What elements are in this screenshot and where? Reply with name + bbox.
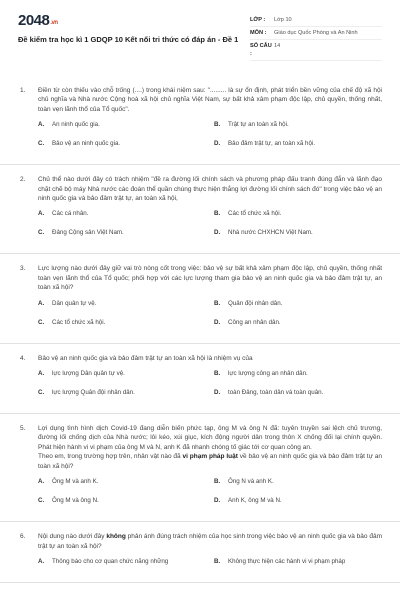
page-header xyxy=(0,0,400,66)
question-number: 3. xyxy=(20,265,26,273)
question-4 xyxy=(0,344,400,414)
meta-value: Giáo dục Quốc Phòng và An Ninh xyxy=(274,30,358,36)
question-text-emphasis: vi phạm pháp luật xyxy=(182,453,238,461)
option-letter: A. xyxy=(38,299,45,307)
option-text: Đảng Cộng sản Việt Nam. xyxy=(52,229,124,237)
option-text: Ông N và anh K. xyxy=(228,478,274,486)
option-text: Bảo đảm trật tự, an toàn xã hội. xyxy=(228,140,316,148)
site-logo[interactable] xyxy=(18,12,250,31)
option-text: Dân quân tự vệ. xyxy=(52,299,97,307)
question-text-part: phản ánh đúng trách nhiệm của học sinh trong việc bảo vệ an ninh quốc gia và bảo đảm trật tự an toàn xã hội? xyxy=(38,533,382,550)
answer-option-a[interactable] xyxy=(38,557,206,566)
option-letter: A. xyxy=(38,478,45,486)
answer-option-a[interactable] xyxy=(38,209,206,218)
meta-value: Lớp 10 xyxy=(274,17,292,23)
question-number: 2. xyxy=(20,176,26,184)
option-letter: C. xyxy=(38,389,45,397)
option-letter: A. xyxy=(38,121,45,129)
meta-label: LỚP : xyxy=(250,17,266,23)
document-title: Đề kiểm tra học kì 1 GDQP 10 Kết nối tri thức có đáp án - Đề 1 xyxy=(18,35,239,44)
answer-options xyxy=(38,120,382,158)
logo-main-text: 2048 xyxy=(18,12,50,29)
option-text: Anh K, ông M và N. xyxy=(228,497,282,505)
answer-option-b[interactable] xyxy=(214,120,382,129)
question-number: 5. xyxy=(20,425,26,433)
question-text xyxy=(38,424,382,471)
answer-option-b[interactable] xyxy=(214,477,382,486)
question-text-part: Nội dung nào dưới đây xyxy=(38,533,107,541)
option-text: Nhà nước CHXHCN Việt Nam. xyxy=(228,229,313,237)
option-letter: B. xyxy=(214,299,221,307)
question-text-part: về bảo vệ an ninh quốc gia và bảo đảm trật tự an toàn xã hội? xyxy=(38,453,382,470)
option-letter: C. xyxy=(38,497,45,505)
option-text: Công an nhân dân. xyxy=(228,318,281,326)
option-letter: D. xyxy=(214,318,221,326)
question-1 xyxy=(0,66,400,165)
question-number: 6. xyxy=(20,533,26,541)
answer-option-c[interactable] xyxy=(38,228,206,237)
answer-option-c[interactable] xyxy=(38,496,206,505)
answer-option-d[interactable] xyxy=(214,318,382,327)
question-number: 1. xyxy=(20,87,26,94)
option-text: lực lượng công an nhân dân. xyxy=(228,370,308,378)
header-left xyxy=(18,12,250,66)
meta-value: 14 xyxy=(274,43,281,49)
option-letter: A. xyxy=(38,557,45,565)
question-text-part: Theo em, trong trường hợp trên, nhân vật nào đã xyxy=(38,453,183,461)
option-letter: B. xyxy=(214,557,221,565)
option-letter: D. xyxy=(214,140,221,148)
option-letter: D. xyxy=(214,497,221,505)
option-text: Các cá nhân. xyxy=(52,210,89,218)
answer-option-a[interactable] xyxy=(38,299,206,308)
answer-option-b[interactable] xyxy=(214,369,382,378)
option-text: lực lượng Dân quân tự vệ. xyxy=(52,370,125,378)
logo-suffix: .vn xyxy=(50,20,58,26)
answer-option-c[interactable] xyxy=(38,318,206,327)
option-letter: B. xyxy=(214,370,221,378)
question-text: Lực lượng nào dưới đây giữ vai trò nòng cốt trong việc: bảo vệ sự bất khả xâm phạm độc lập, chủ quyền, thống nhất toàn vẹn lãnh thổ của Tổ quốc; phối hợp với các lực lượng tham gia bảo vệ an ninh quốc gia và bảo đảm trật tự, an toàn xã hội? xyxy=(38,265,382,292)
option-letter: B. xyxy=(214,121,221,129)
question-text: Chủ thể nào dưới đây có trách nhiệm "đề ra đường lối chính sách và phương pháp đấu tranh đúng đắn và lãnh đạo chặt chẽ bộ máy Nhà nước các đoàn thể quần chúng thực hiện thắng lợi đường lối chính sách đó" trong việc bảo vệ an ninh quốc gia và bảo đảm trật tự, an toàn xã hội, xyxy=(38,176,382,203)
answer-option-d[interactable] xyxy=(214,228,382,237)
answer-option-b[interactable] xyxy=(214,209,382,218)
option-text: lực lượng Quân đội nhân dân. xyxy=(52,389,135,397)
question-text-part: Lợi dụng tình hình dịch Covid-19 đang diễn biến phức tạp, ông M và ông N đã: tuyên truyền sai lệch chủ trương, đường lối chống dịch của Nhà nước; lôi kéo, xúi giục, kích động người dân trong thôn X chống đối lại chính quyền. Phát hiện hành vi vi phạm của ông M và N, anh K đã nhanh chóng tố giác tới cơ quan công an. xyxy=(38,425,382,451)
answer-options xyxy=(38,369,382,407)
answer-option-d[interactable] xyxy=(214,139,382,148)
option-text: Thông báo cho cơ quan chức năng những xyxy=(52,557,169,565)
answer-options xyxy=(38,557,382,576)
question-2 xyxy=(0,165,400,254)
option-text: Không thực hiện các hành vi vi phạm pháp xyxy=(228,557,346,565)
answer-option-b[interactable] xyxy=(214,557,382,566)
answer-options xyxy=(38,209,382,247)
option-letter: C. xyxy=(38,140,45,148)
answer-option-a[interactable] xyxy=(38,120,206,129)
option-text: An ninh quốc gia. xyxy=(52,121,100,129)
answer-option-b[interactable] xyxy=(214,299,382,308)
question-list xyxy=(0,66,400,583)
meta-row-subject xyxy=(250,29,382,40)
option-letter: B. xyxy=(214,478,221,486)
option-text: Ông M và ông N. xyxy=(52,497,99,505)
answer-option-a[interactable] xyxy=(38,369,206,378)
option-text: Trật tự an toàn xã hội. xyxy=(228,121,289,129)
option-letter: D. xyxy=(214,229,221,237)
question-3 xyxy=(0,254,400,343)
option-letter: B. xyxy=(214,210,221,218)
document-meta xyxy=(250,12,382,66)
option-letter: D. xyxy=(214,389,221,397)
question-text: Điền từ còn thiếu vào chỗ trống (....) trong khái niệm sau: "......... là sự ổn định, phát triển bền vững của chế độ xã hội chủ nghĩa và Nhà nước Cộng hoà xã hội chủ nghĩa Việt Nam, sự bất khả xâm phạm độc lập, chủ quyền, thống nhất, toàn vẹn lãnh thổ của Tổ quốc". xyxy=(38,87,382,113)
option-text: Ông M và anh K. xyxy=(52,478,99,486)
question-text-emphasis: không xyxy=(106,533,126,541)
answer-option-c[interactable] xyxy=(38,139,206,148)
option-letter: A. xyxy=(38,210,45,218)
meta-row-class xyxy=(250,16,382,27)
answer-options xyxy=(38,299,382,337)
answer-option-d[interactable] xyxy=(214,496,382,505)
meta-row-count xyxy=(250,42,382,61)
option-text: Bảo vệ an ninh quốc gia. xyxy=(52,140,121,148)
answer-option-a[interactable] xyxy=(38,477,206,486)
option-letter: C. xyxy=(38,318,45,326)
meta-label: SỐ CÂU : xyxy=(250,43,272,57)
question-text: Bảo vệ an ninh quốc gia và bảo đảm trật tự an toàn xã hội là nhiệm vụ của xyxy=(38,354,253,362)
option-letter: C. xyxy=(38,229,45,237)
answer-options xyxy=(38,477,382,515)
option-text: Các tổ chức xã hội. xyxy=(52,318,106,326)
question-6 xyxy=(0,522,400,583)
option-text: Quân đội nhân dân. xyxy=(228,299,283,307)
option-text: toàn Đảng, toàn dân và toàn quân. xyxy=(228,389,324,397)
option-letter: A. xyxy=(38,370,45,378)
question-text xyxy=(38,532,382,551)
meta-label: MÔN : xyxy=(250,30,267,36)
question-number: 4. xyxy=(20,354,26,362)
answer-option-d[interactable] xyxy=(214,388,382,397)
question-5 xyxy=(0,414,400,522)
option-text: Các tổ chức xã hội. xyxy=(228,210,282,218)
answer-option-c[interactable] xyxy=(38,388,206,397)
